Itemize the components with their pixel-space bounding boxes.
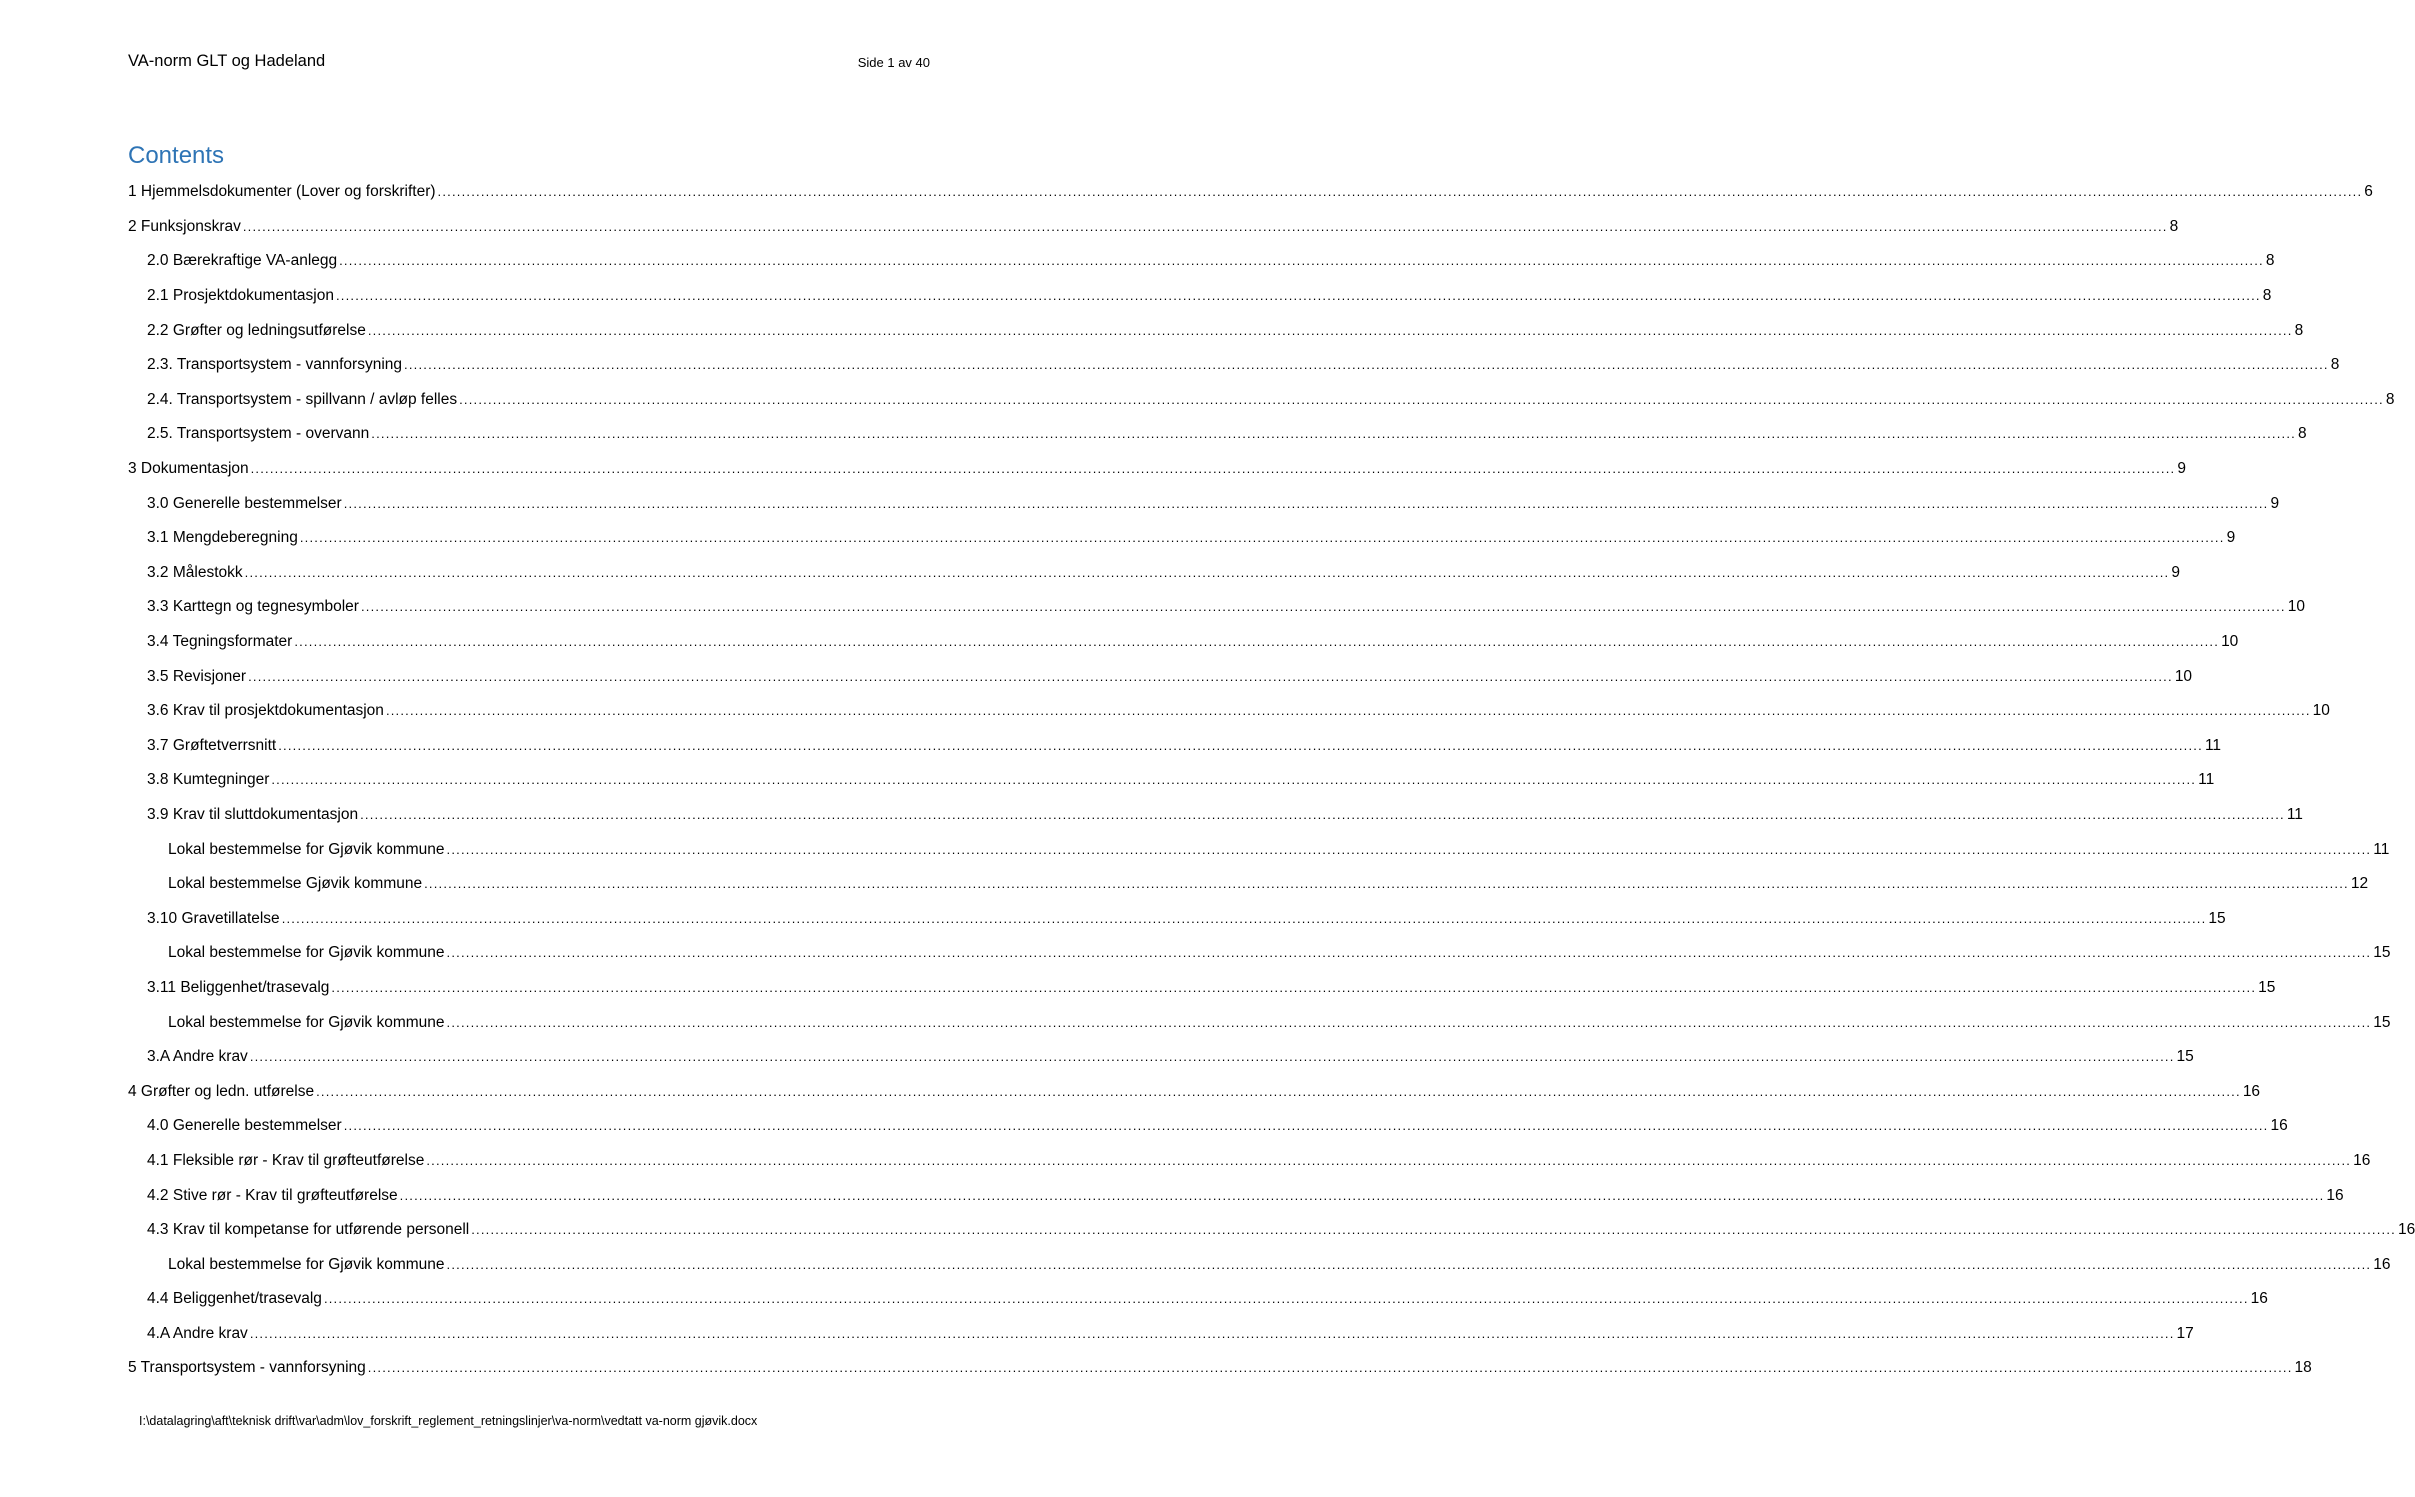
toc-entry[interactable]	[128, 832, 2390, 867]
toc-entry[interactable]	[128, 417, 2307, 452]
toc-entry[interactable]	[128, 867, 2369, 902]
toc-entry[interactable]	[128, 901, 2226, 936]
toc-dot-leader: ................................................................................................................................................................................................................................................................................................................................................................................................................	[335, 288, 2261, 304]
toc-entry[interactable]	[128, 556, 2180, 591]
toc-dot-leader: ................................................................................................................................................................................................................................................................................................................................................................................................................	[331, 979, 2257, 995]
toc-entry-title: 3.11 Beliggenhet/trasevalg	[147, 978, 330, 996]
file-path-footer: I:\datalagring\aft\teknisk drift\var\adm\lov_forskrift_reglement_retningslinjer\va-norm\vedtatt va-norm gjøvik.docx	[139, 1414, 758, 1428]
toc-entry-title: 3 Dokumentasjon	[128, 460, 249, 478]
page-header	[128, 52, 930, 76]
toc-dot-leader: ................................................................................................................................................................................................................................................................................................................................................................................................................	[371, 426, 2296, 442]
toc-entry-page: 17	[2176, 1324, 2194, 1342]
toc-entry-page: 16	[2242, 1082, 2261, 1100]
toc-entry[interactable]	[128, 279, 2272, 314]
toc-entry[interactable]	[128, 210, 2179, 245]
toc-entry[interactable]	[128, 729, 2222, 764]
toc-entry[interactable]	[128, 452, 2186, 487]
toc-entry[interactable]	[128, 1282, 2268, 1317]
toc-dot-leader: ................................................................................................................................................................................................................................................................................................................................................................................................................	[248, 668, 2173, 684]
toc-entry-title: 2 Funksjonskrav	[128, 217, 241, 235]
toc-entry-page: 9	[2270, 494, 2280, 512]
document-title: VA-norm GLT og Hadeland	[128, 52, 326, 70]
toc-entry-page: 11	[2286, 805, 2303, 823]
toc-dot-leader: ................................................................................................................................................................................................................................................................................................................................................................................................................	[426, 1152, 2352, 1168]
toc-entry-page: 9	[2177, 460, 2186, 478]
toc-entry[interactable]	[128, 313, 2304, 348]
toc-entry[interactable]	[128, 486, 2280, 521]
toc-entry-title: 5 Transportsystem - vannforsyning	[128, 1359, 366, 1377]
toc-entry-page: 8	[2294, 321, 2304, 339]
toc-dot-leader: ................................................................................................................................................................................................................................................................................................................................................................................................................	[244, 564, 2170, 580]
toc-entry[interactable]	[128, 694, 2330, 729]
toc-dot-leader: ................................................................................................................................................................................................................................................................................................................................................................................................................	[424, 876, 2349, 892]
toc-dot-leader: ................................................................................................................................................................................................................................................................................................................................................................................................................	[343, 495, 2269, 511]
toc-entry-title: 2.2 Grøfter og ledningsutførelse	[147, 321, 366, 339]
toc-entry-title: 4.0 Generelle bestemmelser	[147, 1117, 342, 1135]
toc-entry[interactable]	[128, 1247, 2391, 1282]
toc-dot-leader: ................................................................................................................................................................................................................................................................................................................................................................................................................	[339, 253, 2264, 269]
toc-entry-title: Lokal bestemmelse for Gjøvik kommune	[168, 944, 445, 962]
toc-entry-page: 11	[2204, 736, 2222, 754]
toc-entry-page: 8	[2169, 217, 2179, 235]
toc-entry[interactable]	[128, 659, 2193, 694]
toc-entry-page: 8	[2385, 390, 2395, 408]
toc-entry-title: 2.3. Transportsystem - vannforsyning	[147, 356, 403, 374]
toc-entry-page: 15	[2208, 909, 2226, 927]
toc-dot-leader: ................................................................................................................................................................................................................................................................................................................................................................................................................	[446, 1014, 2372, 1030]
toc-dot-leader: ................................................................................................................................................................................................................................................................................................................................................................................................................	[271, 772, 2197, 788]
toc-entry[interactable]	[128, 936, 2391, 971]
toc-entry[interactable]	[128, 175, 2373, 210]
toc-entry-title: 3.10 Gravetillatelse	[147, 909, 280, 927]
toc-dot-leader: ................................................................................................................................................................................................................................................................................................................................................................................................................	[281, 910, 2207, 926]
toc-entry-page: 15	[2258, 978, 2276, 996]
toc-dot-leader: ................................................................................................................................................................................................................................................................................................................................................................................................................	[459, 391, 2384, 407]
toc-entry-page: 11	[2198, 771, 2215, 789]
toc-entry-page: 18	[2294, 1359, 2312, 1377]
toc-dot-leader: ................................................................................................................................................................................................................................................................................................................................................................................................................	[299, 530, 2225, 546]
toc-entry-title: 3.A Andre krav	[147, 1048, 248, 1066]
toc-entry-title: 4 Grøfter og ledn. utførelse	[128, 1082, 315, 1100]
toc-entry-page: 6	[2364, 183, 2373, 201]
toc-entry[interactable]	[128, 1178, 2344, 1213]
toc-entry[interactable]	[128, 1317, 2194, 1352]
toc-entry-title: 3.5 Revisjoner	[147, 667, 247, 685]
toc-entry-title: Lokal bestemmelse for Gjøvik kommune	[168, 1013, 445, 1031]
toc-entry[interactable]	[128, 1109, 2288, 1144]
toc-entry-page: 8	[2265, 252, 2275, 270]
toc-entry-page: 10	[2312, 702, 2330, 720]
toc-entry[interactable]	[128, 971, 2276, 1006]
toc-entry-page: 10	[2174, 667, 2193, 685]
toc-entry[interactable]	[128, 348, 2340, 383]
toc-entry-page: 16	[2373, 1255, 2391, 1273]
toc-dot-leader: ................................................................................................................................................................................................................................................................................................................................................................................................................	[278, 737, 2203, 753]
toc-entry[interactable]	[128, 1351, 2312, 1386]
page-number: Side 1 av 40	[857, 55, 930, 70]
toc-entry-title: 3.6 Krav til prosjektdokumentasjon	[147, 702, 384, 720]
toc-entry-title: 3.7 Grøftetverrsnitt	[147, 736, 277, 754]
toc-entry-title: 4.A Andre krav	[147, 1324, 248, 1342]
toc-dot-leader: ................................................................................................................................................................................................................................................................................................................................................................................................................	[249, 1049, 2175, 1065]
toc-dot-leader: ................................................................................................................................................................................................................................................................................................................................................................................................................	[360, 599, 2286, 615]
toc-entry-title: 3.8 Kumtegninger	[147, 771, 270, 789]
toc-entry[interactable]	[128, 763, 2215, 798]
toc-entry-page: 16	[2353, 1151, 2371, 1169]
toc-entry-page: 15	[2373, 1013, 2391, 1031]
toc-entry-title: 2.0 Bærekraftige VA-anlegg	[147, 252, 338, 270]
toc-entry[interactable]	[128, 1074, 2261, 1109]
toc-entry-page: 8	[2330, 356, 2340, 374]
toc-entry-title: 4.1 Fleksible rør - Krav til grøfteutførelse	[147, 1151, 425, 1169]
toc-dot-leader: ................................................................................................................................................................................................................................................................................................................................................................................................................	[367, 1360, 2293, 1376]
toc-entry-page: 16	[2326, 1186, 2344, 1204]
toc-dot-leader: ................................................................................................................................................................................................................................................................................................................................................................................................................	[250, 461, 2176, 477]
toc-entry-title: 3.4 Tegningsformater	[147, 633, 293, 651]
toc-entry-title: 2.4. Transportsystem - spillvann / avløp felles	[147, 390, 458, 408]
toc-entry[interactable]	[128, 244, 2275, 279]
toc-entry-page: 12	[2350, 875, 2369, 893]
toc-dot-leader: ................................................................................................................................................................................................................................................................................................................................................................................................................	[242, 218, 2168, 234]
toc-entry[interactable]	[128, 383, 2395, 418]
toc-entry-title: 4.4 Beliggenhet/trasevalg	[147, 1290, 322, 1308]
toc-dot-leader: ................................................................................................................................................................................................................................................................................................................................................................................................................	[446, 1256, 2372, 1272]
toc-entry-title: Lokal bestemmelse for Gjøvik kommune	[168, 840, 445, 858]
toc-entry-title: 3.1 Mengdeberegning	[147, 529, 298, 547]
toc-entry-page: 8	[2298, 425, 2307, 443]
toc-dot-leader: ................................................................................................................................................................................................................................................................................................................................................................................................................	[323, 1291, 2249, 1307]
toc-dot-leader: ................................................................................................................................................................................................................................................................................................................................................................................................................	[249, 1325, 2175, 1341]
toc-dot-leader: ................................................................................................................................................................................................................................................................................................................................................................................................................	[360, 806, 2285, 822]
toc-entry-page: 16	[2270, 1117, 2288, 1135]
toc-entry-page: 9	[2171, 563, 2180, 581]
toc-dot-leader: ................................................................................................................................................................................................................................................................................................................................................................................................................	[294, 634, 2220, 650]
toc-entry-page: 16	[2397, 1221, 2415, 1239]
toc-dot-leader: ................................................................................................................................................................................................................................................................................................................................................................................................................	[404, 357, 2329, 373]
toc-entry-page: 10	[2287, 598, 2305, 616]
toc-entry-title: 3.9 Krav til sluttdokumentasjon	[147, 805, 359, 823]
toc-entry-page: 16	[2250, 1290, 2268, 1308]
toc-entry-title: 4.2 Stive rør - Krav til grøfteutførelse	[147, 1186, 398, 1204]
toc-entry-title: 3.3 Karttegn og tegnesymboler	[147, 598, 359, 616]
toc-entry-title: 3.2 Målestokk	[147, 563, 243, 581]
toc-dot-leader: ................................................................................................................................................................................................................................................................................................................................................................................................................	[343, 1118, 2269, 1134]
toc-entry-page: 10	[2221, 633, 2239, 651]
toc-entry-page: 8	[2262, 287, 2272, 305]
toc-entry[interactable]	[128, 625, 2239, 660]
toc-entry[interactable]	[128, 1040, 2194, 1075]
toc-entry-page: 9	[2226, 529, 2236, 547]
toc-entry[interactable]	[128, 798, 2303, 833]
toc-entry[interactable]	[128, 1005, 2391, 1040]
toc-dot-leader: ................................................................................................................................................................................................................................................................................................................................................................................................................	[437, 184, 2363, 200]
toc-dot-leader: ................................................................................................................................................................................................................................................................................................................................................................................................................	[446, 945, 2372, 961]
toc-dot-leader: ................................................................................................................................................................................................................................................................................................................................................................................................................	[385, 703, 2311, 719]
toc-entry-title: 1 Hjemmelsdokumenter (Lover og forskrifter)	[128, 183, 436, 201]
toc-dot-leader: ................................................................................................................................................................................................................................................................................................................................................................................................................	[446, 841, 2372, 857]
toc-entry-title: Lokal bestemmelse Gjøvik kommune	[168, 875, 423, 893]
toc-entry-page: 15	[2373, 944, 2391, 962]
toc-entry-title: 3.0 Generelle bestemmelser	[147, 494, 342, 512]
toc-entry-title: 2.1 Prosjektdokumentasjon	[147, 287, 334, 305]
toc-dot-leader: ................................................................................................................................................................................................................................................................................................................................................................................................................	[316, 1083, 2241, 1099]
toc-dot-leader: ................................................................................................................................................................................................................................................................................................................................................................................................................	[399, 1187, 2325, 1203]
table-of-contents	[128, 175, 2415, 1386]
toc-entry-title: 4.3 Krav til kompetanse for utførende personell	[147, 1221, 470, 1239]
toc-dot-leader: ................................................................................................................................................................................................................................................................................................................................................................................................................	[367, 322, 2293, 338]
toc-entry-page: 11	[2373, 840, 2390, 858]
toc-entry[interactable]	[128, 1213, 2415, 1248]
toc-entry-title: 2.5. Transportsystem - overvann	[147, 425, 370, 443]
toc-entry[interactable]	[128, 521, 2236, 556]
toc-heading: Contents	[128, 142, 225, 169]
toc-entry[interactable]	[128, 590, 2305, 625]
toc-entry[interactable]	[128, 1144, 2371, 1179]
toc-entry-title: Lokal bestemmelse for Gjøvik kommune	[168, 1255, 445, 1273]
toc-dot-leader: ................................................................................................................................................................................................................................................................................................................................................................................................................	[471, 1222, 2396, 1238]
toc-entry-page: 15	[2176, 1048, 2194, 1066]
